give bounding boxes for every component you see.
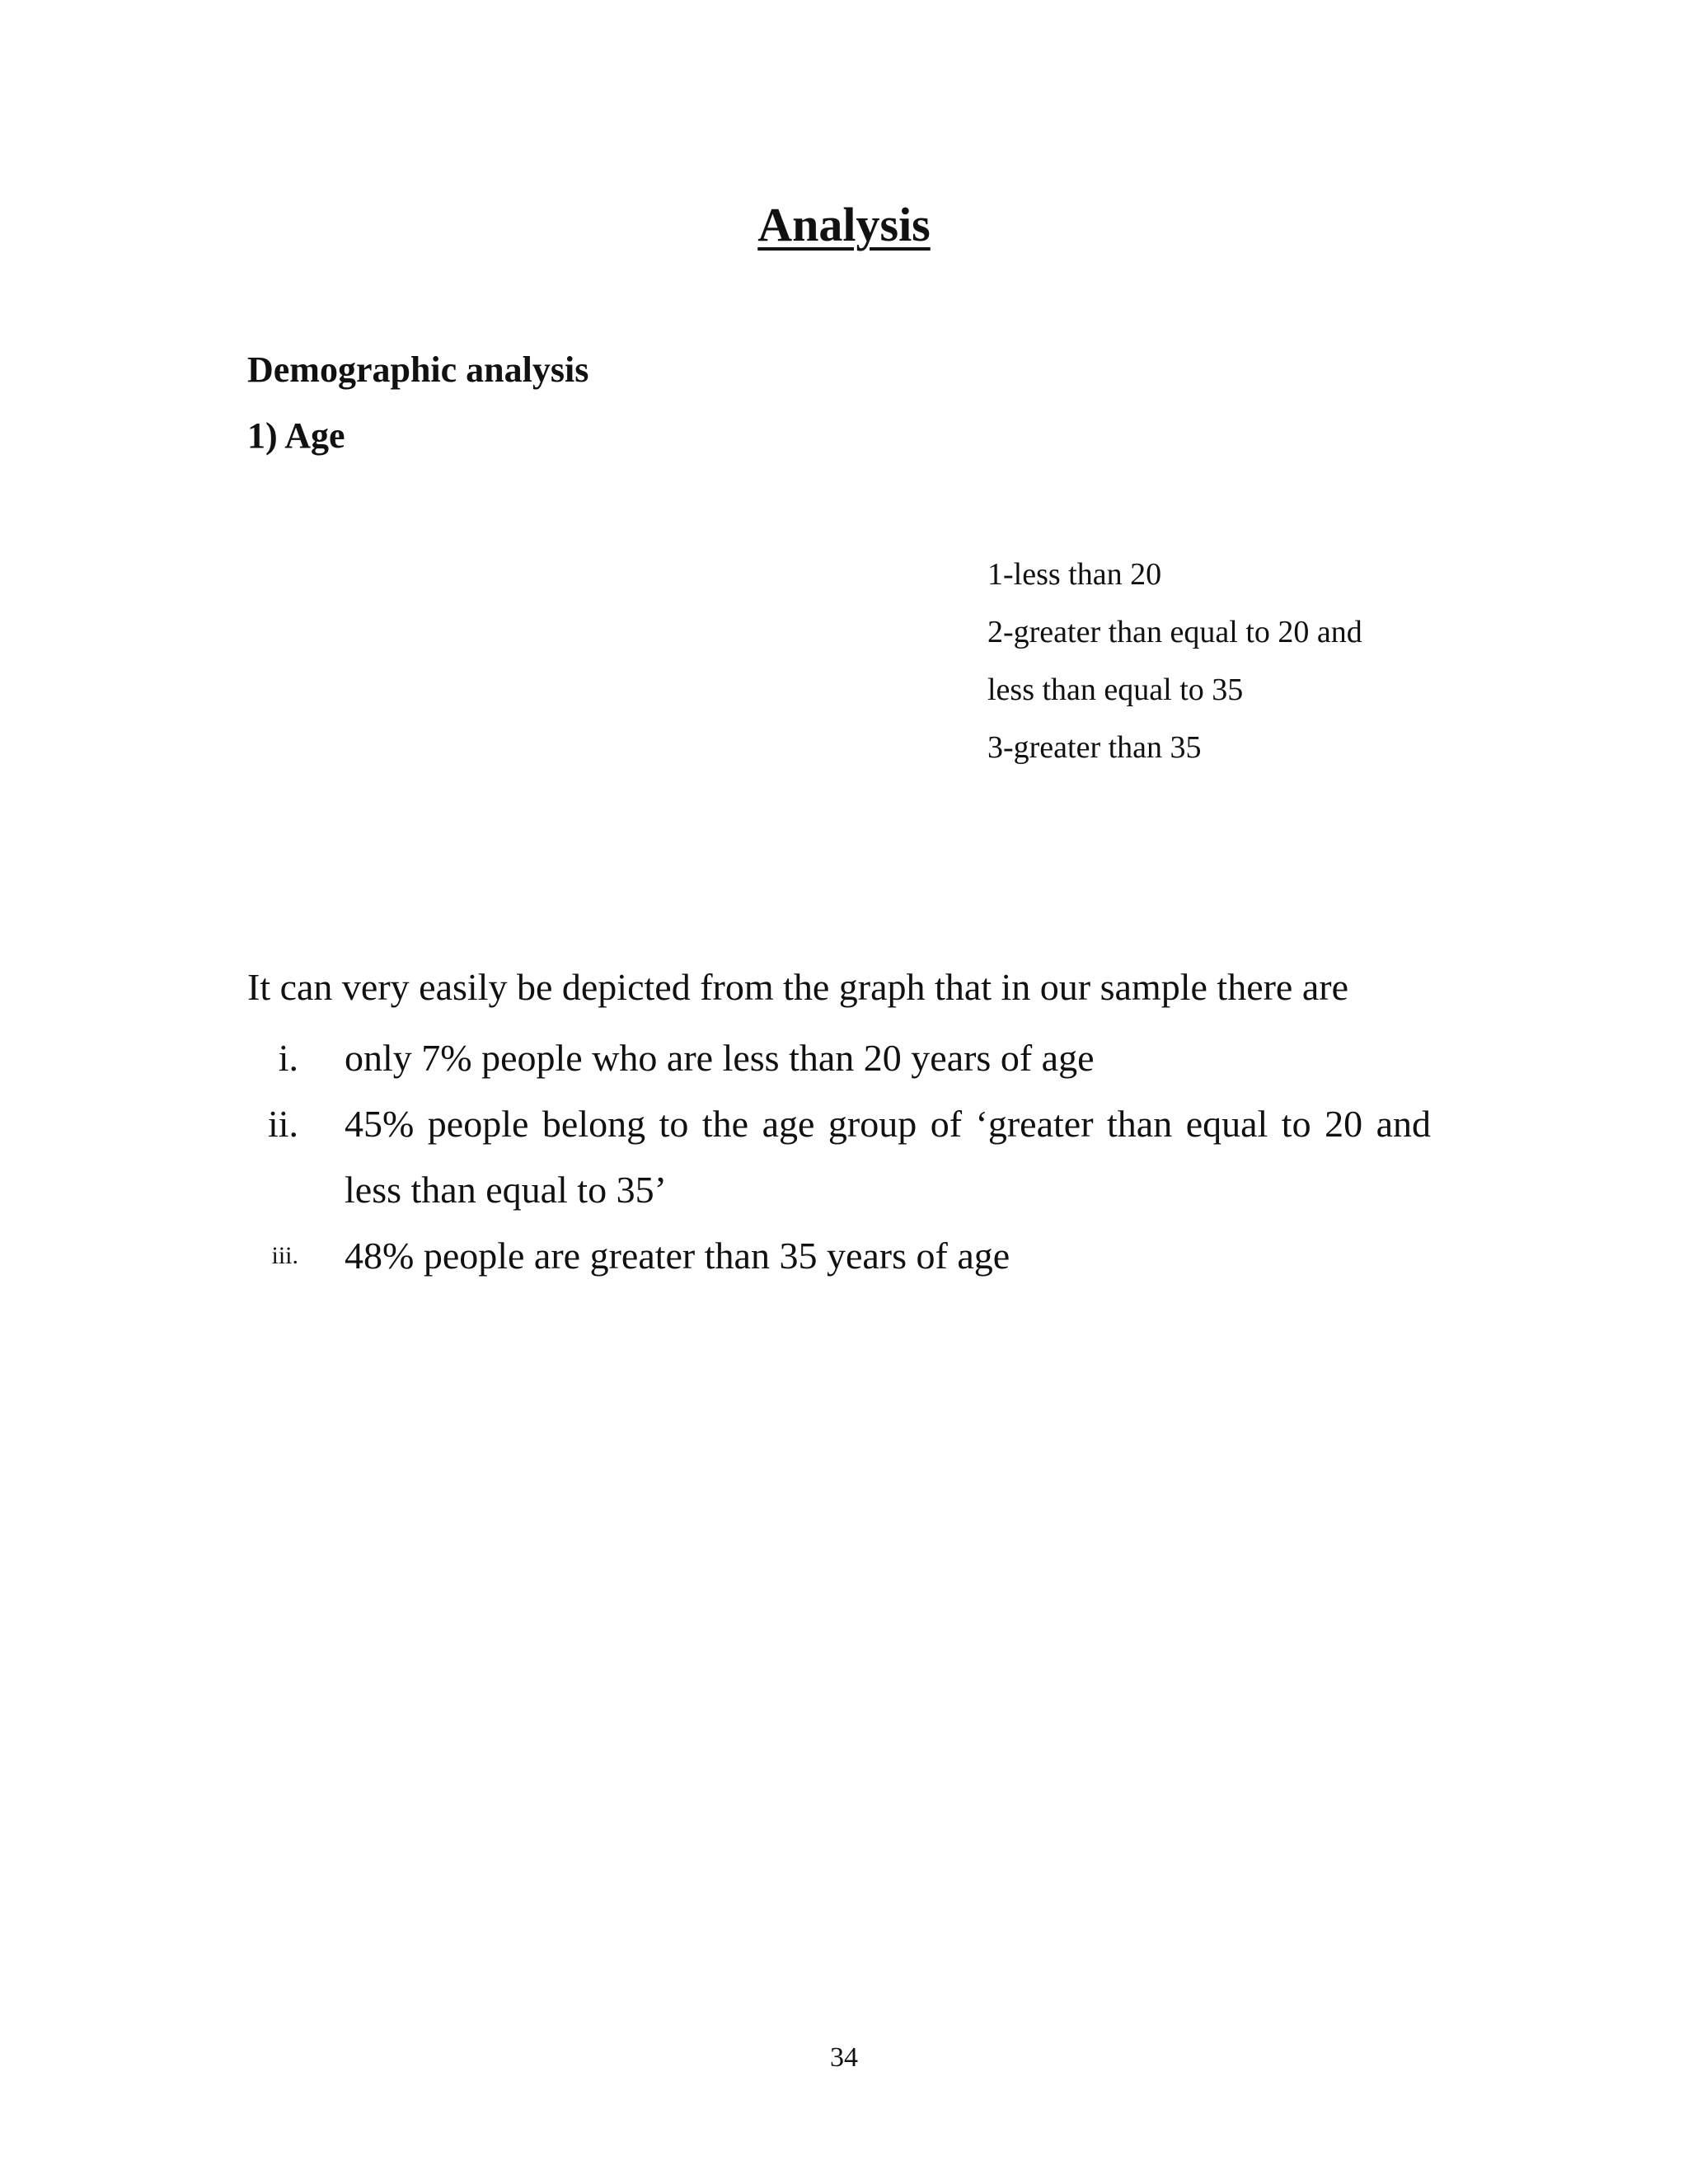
finding-text: 48% people are greater than 35 years of age xyxy=(345,1235,1010,1277)
finding-item xyxy=(247,1223,1431,1289)
list-marker: ii. xyxy=(267,1103,298,1145)
age-group-legend xyxy=(987,546,1362,776)
finding-text: 45% people belong to the age group of ‘greater than equal to 20 and less than equal to 35’ xyxy=(345,1103,1431,1211)
list-marker: iii. xyxy=(271,1242,298,1269)
section-heading: Demographic analysis xyxy=(247,349,589,390)
intro-paragraph: It can very easily be depicted from the graph that in our sample there are xyxy=(247,966,1348,1008)
list-marker: i. xyxy=(278,1037,298,1079)
legend-item: 3-greater than 35 xyxy=(987,730,1202,765)
page-number: 34 xyxy=(830,2042,858,2073)
legend-item: less than equal to 35 xyxy=(987,673,1244,707)
page-title: Analysis xyxy=(757,198,931,251)
finding-item xyxy=(247,1091,1431,1223)
legend-item: 2-greater than equal to 20 and xyxy=(987,615,1362,649)
sub-heading-age: 1) Age xyxy=(247,415,345,456)
finding-item xyxy=(247,1025,1431,1091)
finding-text: only 7% people who are less than 20 years of age xyxy=(345,1037,1095,1079)
legend-item: 1-less than 20 xyxy=(987,557,1162,592)
